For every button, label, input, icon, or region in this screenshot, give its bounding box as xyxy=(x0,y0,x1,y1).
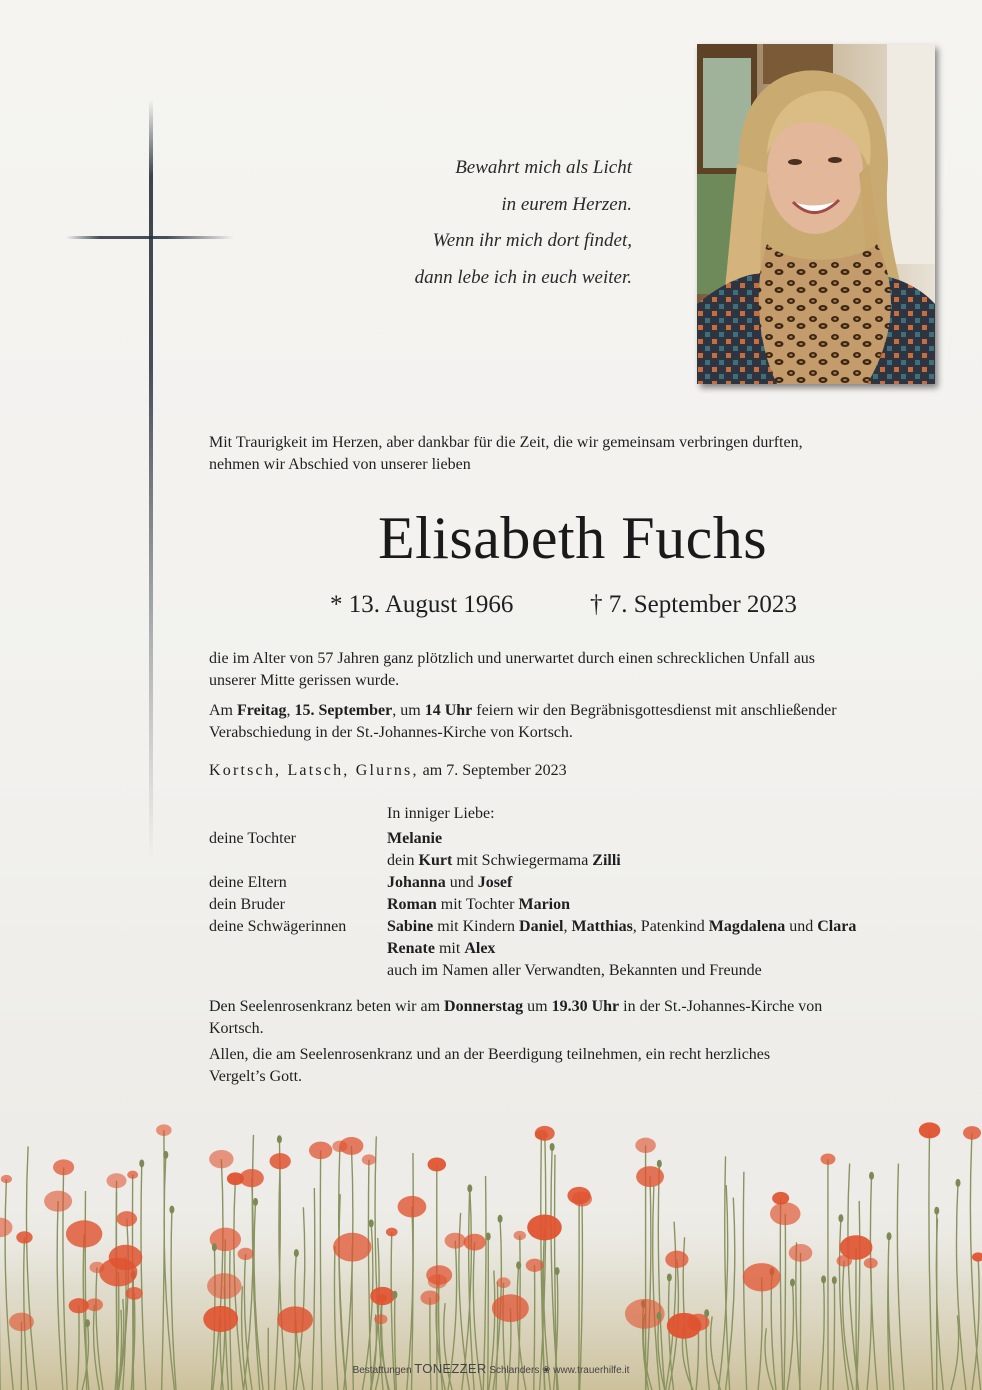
mourner-name: Clara xyxy=(817,918,857,935)
poppy-flower xyxy=(496,1277,510,1288)
poppy-bud xyxy=(821,1275,826,1283)
poppy-bud xyxy=(294,1249,299,1257)
deceased-name: Elisabeth Fuchs xyxy=(377,505,768,571)
mourner-name: Alex xyxy=(464,940,496,957)
poppy-bud xyxy=(277,1135,282,1143)
mourner-name: Sabine xyxy=(387,918,434,935)
portrait-photo xyxy=(697,44,935,384)
poppy-flower xyxy=(333,1233,371,1262)
poppy-bud xyxy=(667,1273,672,1281)
text: feiern wir den Begräbnisgottesdienst mit anschließender xyxy=(472,702,837,719)
poppy-flower xyxy=(269,1153,290,1169)
footer-text: Bestattungen xyxy=(352,1365,415,1376)
poppy-flower xyxy=(53,1159,74,1175)
poppy-flower xyxy=(126,1287,143,1300)
poppy-flower xyxy=(386,1228,398,1237)
text: mit xyxy=(434,940,465,957)
poppy-flower xyxy=(332,1141,347,1152)
cross-icon-horizontal xyxy=(66,236,234,239)
mourner-line xyxy=(387,916,856,938)
funeral-day: Freitag xyxy=(237,702,287,719)
mourner-name: Melanie xyxy=(387,830,443,847)
poppy-flower xyxy=(426,1265,452,1285)
date: am 7. September 2023 xyxy=(418,762,567,779)
poppy-flower xyxy=(377,1294,387,1302)
poppy-bud xyxy=(657,1312,662,1320)
poppy-flower xyxy=(420,1290,439,1304)
poppy-flower xyxy=(514,1231,526,1240)
poppy-flower xyxy=(919,1122,940,1138)
poppy-flower xyxy=(463,1234,485,1251)
relation-label: dein Bruder xyxy=(209,896,285,913)
intro-line: nehmen wir Abschied von unserer lieben xyxy=(209,455,471,473)
mourner-name: Kurt xyxy=(418,852,453,869)
place-date xyxy=(209,760,567,782)
mourner-line xyxy=(387,872,512,894)
poppy-flower xyxy=(836,1255,852,1267)
mourner-name: Magdalena xyxy=(708,918,786,935)
poppy-flower xyxy=(207,1273,241,1299)
footer-text: Schlanders xyxy=(486,1365,540,1376)
text: und xyxy=(445,874,478,891)
poppy-bud xyxy=(139,1159,144,1167)
relation-label: deine Tochter xyxy=(209,830,296,847)
poppy-flower xyxy=(209,1150,233,1168)
verse-line: Wenn ihr mich dort findet, xyxy=(432,230,632,251)
poppy-flower xyxy=(156,1124,172,1136)
mourner-line xyxy=(387,828,442,850)
poppy-bud xyxy=(169,1206,174,1214)
mourners-heading: In inniger Liebe: xyxy=(387,805,495,822)
text: in der St.-Johannes-Kirche von xyxy=(619,998,823,1015)
rosary-paragraph xyxy=(209,996,949,1039)
text: , xyxy=(286,702,295,719)
verse-line: dann lebe ich in euch weiter. xyxy=(414,266,632,288)
paragraph-line: Kortsch. xyxy=(209,1019,264,1037)
poppy-flower xyxy=(821,1154,836,1165)
poppy-flower xyxy=(69,1298,89,1313)
mourner-name: Marion xyxy=(518,896,571,913)
poppy-flower xyxy=(86,1298,103,1311)
poppy-bud xyxy=(163,1151,168,1159)
poppy-flower xyxy=(665,1251,688,1268)
poppy-flower xyxy=(237,1248,253,1260)
poppy-bud xyxy=(832,1276,837,1284)
footer xyxy=(0,1362,982,1378)
paragraph-line: Allen, die am Seelenrosenkranz und an der Beerdigung teilnehmen, ein recht herzliches xyxy=(209,1046,771,1063)
poppy-flower xyxy=(864,1258,878,1268)
paragraph-line: unserer Mitte gerissen wurde. xyxy=(209,671,400,689)
mourner-name: Johanna xyxy=(387,874,446,891)
poppy-flower xyxy=(789,1244,813,1262)
text: mit Tochter xyxy=(436,896,519,913)
paragraph-line xyxy=(209,996,949,1018)
poppy-flower xyxy=(770,1202,800,1225)
verse-line: Bewahrt mich als Licht xyxy=(455,157,632,178)
text: , Patenkind xyxy=(632,918,709,935)
poppy-flower xyxy=(127,1171,138,1179)
mourner-line xyxy=(387,850,621,872)
poppy-bud xyxy=(838,1214,843,1222)
text: Am xyxy=(209,702,237,719)
poppy-flower xyxy=(743,1263,781,1291)
text: , um xyxy=(392,702,425,719)
poppy-flower xyxy=(567,1187,590,1204)
mourner-name: Matthias xyxy=(571,918,633,935)
poppy-flower xyxy=(535,1126,555,1141)
portrait-photo-image xyxy=(697,44,935,384)
rosary-day: Donnerstag xyxy=(444,998,524,1015)
poppy-flower xyxy=(362,1154,376,1165)
paragraph-line: Verabschiedung in der St.-Johannes-Kirche von Kortsch. xyxy=(209,723,573,741)
verse-line: in eurem Herzen. xyxy=(501,193,632,215)
poppy-flower xyxy=(428,1158,447,1172)
poppy-bud xyxy=(704,1309,709,1317)
poppy-flower xyxy=(374,1314,387,1324)
text: um xyxy=(523,998,552,1015)
cross-icon-vertical xyxy=(149,100,153,860)
places: Kortsch, Latsch, Glurns, xyxy=(209,762,419,779)
poppy-bud xyxy=(85,1319,90,1327)
poppy-flower xyxy=(309,1142,332,1160)
mourner-closing: auch im Namen aller Verwandten, Bekannten und Freunde xyxy=(387,962,762,979)
text: und xyxy=(785,918,818,935)
poppy-flower xyxy=(635,1138,656,1153)
funeral-date: 15. September xyxy=(294,702,393,719)
poppy-bud xyxy=(955,1179,960,1187)
poppy-flower xyxy=(16,1231,32,1243)
poppy-bud xyxy=(253,1198,258,1206)
poppy-flower xyxy=(66,1220,102,1247)
mourner-line xyxy=(387,894,570,916)
poppy-flower xyxy=(44,1191,72,1212)
text: dein xyxy=(387,852,419,869)
verse xyxy=(330,150,632,296)
poppy-flower xyxy=(636,1166,664,1187)
poppy-bud xyxy=(516,1261,521,1269)
poppy-flower xyxy=(9,1313,34,1332)
mourner-line xyxy=(387,938,495,960)
text: , xyxy=(563,918,572,935)
poppy-bud xyxy=(869,1172,874,1180)
mourner-name: Daniel xyxy=(519,918,564,935)
poppy-flower xyxy=(526,1259,544,1272)
paragraph-line xyxy=(209,700,949,722)
relation-label: deine Schwägerinnen xyxy=(209,918,347,935)
poppy-bud xyxy=(887,1232,892,1240)
mourner-name: Zilli xyxy=(592,852,621,869)
poppy-bud xyxy=(498,1215,503,1223)
poppy-flower xyxy=(277,1306,313,1333)
poppy-flower xyxy=(1,1175,12,1183)
paragraph-line: Vergelt’s Gott. xyxy=(209,1067,303,1085)
paragraph-line: die im Alter von 57 Jahren ganz plötzlich und unerwartet durch einen schrecklichen Unfall aus xyxy=(209,650,816,667)
poppy-bud xyxy=(486,1233,491,1241)
poppy-flower xyxy=(398,1196,427,1218)
birth-date: * 13. August 1966 xyxy=(330,591,514,618)
text: mit Kindern xyxy=(433,918,520,935)
rosary-time: 19.30 Uhr xyxy=(551,998,620,1015)
mourner-name: Renate xyxy=(387,940,435,957)
poppy-flower xyxy=(527,1214,562,1240)
poppy-flower xyxy=(239,1169,263,1187)
poppy-bud xyxy=(392,1291,397,1299)
notice-paragraph xyxy=(209,648,949,691)
text: mit Schwiegermama xyxy=(452,852,593,869)
poppy-bud xyxy=(212,1243,217,1251)
poppy-bud xyxy=(657,1160,662,1168)
poppy-bud xyxy=(555,1267,560,1275)
mourner-name: Josef xyxy=(477,874,513,891)
poppy-bud xyxy=(467,1184,472,1192)
funeral-paragraph xyxy=(209,700,949,743)
intro-line: Mit Traurigkeit im Herzen, aber dankbar für die Zeit, die wir gemeinsam verbringen durften, xyxy=(209,434,803,451)
poppy-flower xyxy=(107,1173,127,1188)
poppy-bud xyxy=(790,1279,795,1287)
death-date: † 7. September 2023 xyxy=(590,591,797,618)
mourner-name: Roman xyxy=(387,896,437,913)
thanks-paragraph xyxy=(209,1044,949,1087)
poppy-bud xyxy=(934,1207,939,1215)
poppy-flower xyxy=(667,1313,702,1339)
poppy-flower xyxy=(203,1306,238,1332)
poppy-flower xyxy=(445,1233,466,1249)
poppy-flower xyxy=(492,1294,529,1322)
poppy-flower xyxy=(117,1211,138,1226)
poppy-bud xyxy=(550,1143,555,1151)
funeral-time: 14 Uhr xyxy=(424,702,473,719)
poppy-bud xyxy=(369,1219,374,1227)
relation-label: deine Eltern xyxy=(209,874,287,891)
poppy-flower xyxy=(99,1258,137,1287)
text: Den Seelenrosenkranz beten wir am xyxy=(209,998,445,1015)
poppy-field-image xyxy=(0,1110,982,1390)
footer-url: www.trauerhilfe.it xyxy=(553,1365,630,1376)
footer-brand: TONEZZER xyxy=(414,1361,487,1376)
intro-text xyxy=(209,432,909,475)
poppy-flower xyxy=(963,1126,981,1139)
dove-icon: ❀ xyxy=(542,1365,551,1376)
